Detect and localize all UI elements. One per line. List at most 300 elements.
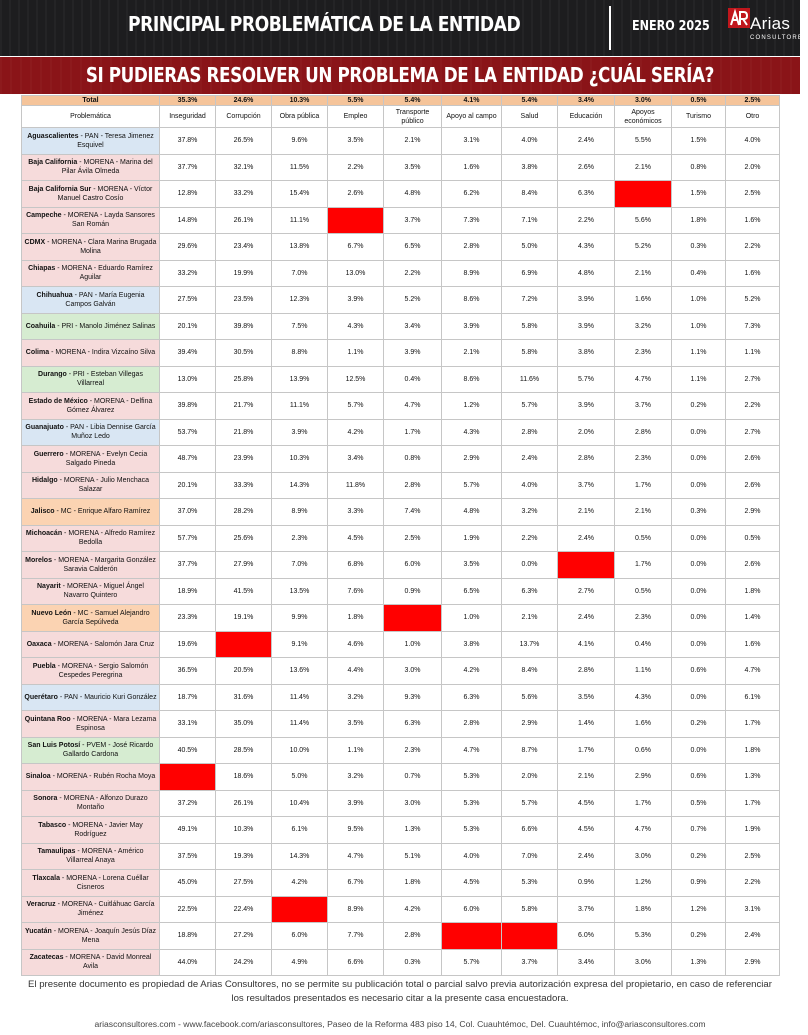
value-cell: 2.5% xyxy=(384,525,442,552)
total-value: 0.5% xyxy=(672,96,726,106)
value-cell: 22.5% xyxy=(160,896,216,923)
value-cell: 1.3% xyxy=(384,817,442,844)
value-cell: 3.2% xyxy=(615,313,672,340)
value-cell: 5.8% xyxy=(502,896,558,923)
value-cell: 9.6% xyxy=(272,128,328,155)
value-cell: 3.4% xyxy=(384,313,442,340)
value-cell: 9.4% xyxy=(442,923,502,950)
governor-party: - PRI - Manolo Jiménez Salinas xyxy=(55,322,156,330)
state-name: Tabasco xyxy=(38,821,67,829)
value-cell: 11.1% xyxy=(272,393,328,420)
column-header: Problemática xyxy=(22,106,160,128)
value-cell: 2.1% xyxy=(558,764,615,791)
table-row xyxy=(22,260,780,287)
value-cell: 5.3% xyxy=(502,870,558,897)
state-name: Jalisco xyxy=(30,508,55,516)
value-cell: 4.7% xyxy=(328,843,384,870)
state-cell xyxy=(22,207,160,234)
value-cell: 1.8% xyxy=(384,870,442,897)
state-cell xyxy=(22,472,160,499)
value-cell: 4.0% xyxy=(502,472,558,499)
value-cell: 13.5% xyxy=(272,578,328,605)
value-cell: 5.1% xyxy=(384,843,442,870)
value-cell: 27.5% xyxy=(216,870,272,897)
value-cell: 0.3% xyxy=(672,234,726,261)
state-cell xyxy=(22,154,160,181)
value-cell: 1.6% xyxy=(615,711,672,738)
value-cell: 3.8% xyxy=(558,340,615,367)
value-cell: 1.2% xyxy=(672,896,726,923)
logo-name: Arias xyxy=(750,14,791,33)
total-value: 3.0% xyxy=(615,96,672,106)
value-cell: 0.5% xyxy=(726,525,780,552)
value-cell: 1.7% xyxy=(726,711,780,738)
value-cell: 6.2% xyxy=(442,181,502,208)
value-cell: 3.8% xyxy=(442,631,502,658)
column-header: Turismo xyxy=(672,106,726,128)
governor-party: - PRI - Esteban Villegas Villarreal xyxy=(66,371,143,388)
table-row xyxy=(22,949,780,976)
value-cell: 3.0% xyxy=(615,949,672,976)
value-cell: 2.6% xyxy=(726,472,780,499)
value-cell: 8.4% xyxy=(502,181,558,208)
value-cell: 5.7% xyxy=(328,393,384,420)
governor-party: - MORENA - Alfonzo Durazo Montaño xyxy=(57,795,148,812)
value-cell: 5.6% xyxy=(502,684,558,711)
page-title: PRINCIPAL PROBLEMÁTICA DE LA ENTIDAD xyxy=(128,12,521,36)
table-row xyxy=(22,684,780,711)
value-cell: 3.9% xyxy=(384,340,442,367)
value-cell: 4.0% xyxy=(502,128,558,155)
value-cell: 0.4% xyxy=(615,631,672,658)
value-cell: 4.4% xyxy=(328,658,384,685)
value-cell: 4.5% xyxy=(558,790,615,817)
governor-party: - MORENA - Mara Lezama Espinosa xyxy=(70,715,157,732)
value-cell: 26.5% xyxy=(216,128,272,155)
value-cell: 1.6% xyxy=(615,287,672,314)
value-cell: 2.0% xyxy=(558,419,615,446)
governor-party: - PVEM - José Ricardo Gallardo Cardona xyxy=(62,742,154,759)
value-cell: 23.3% xyxy=(160,605,216,632)
state-name: Campeche xyxy=(26,212,62,220)
column-header: Corrupción xyxy=(216,106,272,128)
governor-party: - MORENA - Indira Vizcaíno Silva xyxy=(49,349,156,357)
value-cell: 6.3% xyxy=(384,711,442,738)
value-cell: 5.8% xyxy=(502,340,558,367)
governor-party: - MORENA - Joaquín Jesús Díaz Mena xyxy=(51,927,157,944)
total-value: 2.5% xyxy=(726,96,780,106)
value-cell: 1.7% xyxy=(384,419,442,446)
table-row xyxy=(22,870,780,897)
total-value: 5.4% xyxy=(502,96,558,106)
value-cell: 27.2% xyxy=(216,923,272,950)
value-cell: 11.1% xyxy=(272,207,328,234)
value-cell: 1.8% xyxy=(726,578,780,605)
value-cell: 0.0% xyxy=(672,737,726,764)
table-row xyxy=(22,366,780,393)
logo-subtitle: CONSULTORES xyxy=(750,35,808,41)
value-cell: 0.3% xyxy=(672,499,726,526)
value-cell: 26.1% xyxy=(216,790,272,817)
column-header: Apoyos económicos xyxy=(615,106,672,128)
value-cell: 14.3% xyxy=(272,843,328,870)
value-cell: 5.5% xyxy=(615,128,672,155)
value-cell: 2.9% xyxy=(726,499,780,526)
value-cell: 3.0% xyxy=(384,790,442,817)
value-cell: 33.2% xyxy=(160,260,216,287)
value-cell: 26.1% xyxy=(216,207,272,234)
table-row xyxy=(22,790,780,817)
value-cell: 0.5% xyxy=(615,578,672,605)
value-cell: 2.2% xyxy=(726,234,780,261)
value-cell: 13.7% xyxy=(502,631,558,658)
state-cell xyxy=(22,737,160,764)
governor-party: - MORENA - Rubén Rocha Moya xyxy=(50,773,156,781)
state-name: Morelos xyxy=(25,556,52,564)
governor-party: - MORENA - Marina del Pilar Ávila Olmeda xyxy=(61,159,153,176)
state-name: Coahuila xyxy=(25,322,56,330)
value-cell: 12.5% xyxy=(328,366,384,393)
value-cell: 0.0% xyxy=(672,419,726,446)
state-name: Sinaloa xyxy=(25,773,51,781)
value-cell: 3.2% xyxy=(328,684,384,711)
value-cell: 8.7% xyxy=(502,737,558,764)
value-cell: 5.0% xyxy=(502,234,558,261)
value-cell: 25.6% xyxy=(216,525,272,552)
table-row xyxy=(22,313,780,340)
value-cell: 7.4% xyxy=(384,499,442,526)
state-cell xyxy=(22,181,160,208)
state-cell xyxy=(22,366,160,393)
value-cell: 2.2% xyxy=(502,525,558,552)
value-cell: 2.4% xyxy=(558,843,615,870)
value-cell: 2.1% xyxy=(615,499,672,526)
value-cell: 36.5% xyxy=(160,658,216,685)
table-row xyxy=(22,207,780,234)
value-cell: 20.5% xyxy=(272,896,328,923)
value-cell: 3.8% xyxy=(502,154,558,181)
value-cell: 3.9% xyxy=(328,287,384,314)
total-row xyxy=(22,96,780,106)
value-cell: 4.2% xyxy=(272,870,328,897)
value-cell: 10.3% xyxy=(272,446,328,473)
value-cell: 30.5% xyxy=(216,340,272,367)
state-cell xyxy=(22,843,160,870)
table-row xyxy=(22,764,780,791)
state-name: Veracruz xyxy=(26,901,56,909)
total-value: 10.3% xyxy=(272,96,328,106)
state-name: Hidalgo xyxy=(31,477,58,485)
value-cell: 35.0% xyxy=(216,711,272,738)
value-cell: 5.3% xyxy=(442,817,502,844)
column-header: Educación xyxy=(558,106,615,128)
value-cell: 9.3% xyxy=(384,684,442,711)
value-cell: 39.8% xyxy=(216,313,272,340)
value-cell: 1.6% xyxy=(726,207,780,234)
value-cell: 1.1% xyxy=(672,366,726,393)
value-cell: 21.8% xyxy=(216,419,272,446)
state-name: Nayarit xyxy=(37,583,61,591)
value-cell: 2.7% xyxy=(726,366,780,393)
governor-party: - MORENA - Julio Menchaca Salazar xyxy=(57,477,150,494)
value-cell: 7.1% xyxy=(502,207,558,234)
value-cell: 6.1% xyxy=(726,684,780,711)
value-cell: 4.3% xyxy=(328,313,384,340)
value-cell: 0.0% xyxy=(672,605,726,632)
state-name: Querétaro xyxy=(24,693,58,701)
value-cell: 8.9% xyxy=(328,896,384,923)
value-cell: 3.3% xyxy=(328,499,384,526)
state-cell xyxy=(22,552,160,579)
value-cell: 1.8% xyxy=(615,896,672,923)
value-cell: 0.0% xyxy=(672,631,726,658)
value-cell: 1.1% xyxy=(615,658,672,685)
total-value: 24.6% xyxy=(216,96,272,106)
value-cell: 18.8% xyxy=(160,923,216,950)
value-cell: 1.7% xyxy=(615,552,672,579)
value-cell: 1.0% xyxy=(672,287,726,314)
value-cell: 6.5% xyxy=(384,234,442,261)
value-cell: 1.5% xyxy=(672,181,726,208)
value-cell: 10.0% xyxy=(272,737,328,764)
value-cell: 2.3% xyxy=(615,340,672,367)
value-cell: 2.8% xyxy=(558,658,615,685)
value-cell: 48.7% xyxy=(160,446,216,473)
value-cell: 58.4% xyxy=(160,764,216,791)
value-cell: 8.9% xyxy=(442,260,502,287)
value-cell: 2.5% xyxy=(726,843,780,870)
state-cell xyxy=(22,393,160,420)
value-cell: 25.8% xyxy=(216,366,272,393)
governor-party: - MORENA - Javier May Rodríguez xyxy=(66,821,143,838)
value-cell: 4.8% xyxy=(558,260,615,287)
value-cell: 5.7% xyxy=(502,790,558,817)
table-row xyxy=(22,896,780,923)
value-cell: 3.9% xyxy=(558,287,615,314)
state-name: San Luis Potosí xyxy=(27,742,81,750)
value-cell: 6.0% xyxy=(272,923,328,950)
value-cell: 6.0% xyxy=(558,923,615,950)
governor-party: - MORENA - Clara Marina Brugada Molina xyxy=(45,238,157,255)
arias-logo-icon xyxy=(728,8,750,28)
table-row xyxy=(22,525,780,552)
state-name: Oaxaca xyxy=(26,640,52,648)
value-cell: 23.9% xyxy=(216,446,272,473)
state-cell xyxy=(22,340,160,367)
governor-party: - MORENA - Layda Sansores San Román xyxy=(61,212,155,229)
results-table xyxy=(21,95,780,976)
state-cell xyxy=(22,313,160,340)
value-cell: 5.2% xyxy=(726,287,780,314)
state-cell xyxy=(22,234,160,261)
value-cell: 4.3% xyxy=(442,419,502,446)
value-cell: 8.6% xyxy=(442,366,502,393)
value-cell: 1.9% xyxy=(726,817,780,844)
value-cell: 18.6% xyxy=(216,764,272,791)
value-cell: 4.2% xyxy=(442,658,502,685)
value-cell: 6.2% xyxy=(615,181,672,208)
value-cell: 9.5% xyxy=(328,817,384,844)
value-cell: 0.0% xyxy=(672,578,726,605)
value-cell: 21.7% xyxy=(216,393,272,420)
value-cell: 1.1% xyxy=(672,340,726,367)
brand-logo xyxy=(728,8,808,48)
value-cell: 40.5% xyxy=(160,737,216,764)
value-cell: 5.7% xyxy=(558,366,615,393)
value-cell: 1.7% xyxy=(558,737,615,764)
state-name: Sonora xyxy=(33,795,58,803)
value-cell: 49.1% xyxy=(160,817,216,844)
value-cell: 6.3% xyxy=(442,684,502,711)
value-cell: 9.1% xyxy=(272,631,328,658)
governor-party: - MORENA - Cuitláhuac García Jiménez xyxy=(55,901,155,918)
value-cell: 3.7% xyxy=(558,896,615,923)
state-cell xyxy=(22,287,160,314)
value-cell: 7.2% xyxy=(502,287,558,314)
value-cell: 2.2% xyxy=(558,207,615,234)
value-cell: 3.9% xyxy=(442,313,502,340)
table-row xyxy=(22,181,780,208)
value-cell: 37.0% xyxy=(160,499,216,526)
value-cell: 1.8% xyxy=(672,207,726,234)
governor-party: - MC - Enrique Alfaro Ramírez xyxy=(54,508,151,516)
governor-party: - MORENA - Salomón Jara Cruz xyxy=(51,640,155,648)
value-cell: 2.1% xyxy=(442,340,502,367)
value-cell: 6.7% xyxy=(558,552,615,579)
value-cell: 28.2% xyxy=(216,499,272,526)
value-cell: 14.3% xyxy=(272,472,328,499)
state-name: Zacatecas xyxy=(29,954,64,962)
value-cell: 5.3% xyxy=(615,923,672,950)
value-cell: 45.0% xyxy=(160,870,216,897)
table-body xyxy=(22,96,780,976)
value-cell: 39.4% xyxy=(160,340,216,367)
state-cell xyxy=(22,605,160,632)
value-cell: 4.0% xyxy=(442,843,502,870)
value-cell: 18.7% xyxy=(160,684,216,711)
column-header: Inseguridad xyxy=(160,106,216,128)
value-cell: 13.0% xyxy=(160,366,216,393)
value-cell: 6.0% xyxy=(442,896,502,923)
state-name: Guanajuato xyxy=(25,424,64,432)
state-cell xyxy=(22,631,160,658)
state-cell xyxy=(22,817,160,844)
state-cell xyxy=(22,870,160,897)
value-cell: 23.4% xyxy=(216,234,272,261)
value-cell: 0.8% xyxy=(672,154,726,181)
value-cell: 8.9% xyxy=(272,499,328,526)
value-cell: 31.6% xyxy=(216,684,272,711)
value-cell: 2.1% xyxy=(384,128,442,155)
value-cell: 6.3% xyxy=(558,181,615,208)
value-cell: 3.9% xyxy=(328,790,384,817)
table-row xyxy=(22,128,780,155)
value-cell: 23.5% xyxy=(216,287,272,314)
governor-party: - MORENA - Víctor Manuel Castro Cosío xyxy=(57,185,153,202)
value-cell: 7.0% xyxy=(502,843,558,870)
value-cell: 1.2% xyxy=(615,870,672,897)
table-row xyxy=(22,578,780,605)
value-cell: 10.3% xyxy=(216,817,272,844)
table-row xyxy=(22,631,780,658)
value-cell: 2.8% xyxy=(558,446,615,473)
value-cell: 16.7% xyxy=(384,605,442,632)
state-name: Guerrero xyxy=(33,450,64,458)
value-cell: 3.5% xyxy=(384,154,442,181)
state-cell xyxy=(22,896,160,923)
value-cell: 4.7% xyxy=(615,366,672,393)
value-cell: 2.0% xyxy=(502,764,558,791)
value-cell: 3.2% xyxy=(502,499,558,526)
value-cell: 2.2% xyxy=(384,260,442,287)
value-cell: 27.5% xyxy=(160,287,216,314)
value-cell: 1.9% xyxy=(442,525,502,552)
value-cell: 37.2% xyxy=(160,790,216,817)
value-cell: 11.4% xyxy=(272,684,328,711)
value-cell: 6.6% xyxy=(502,817,558,844)
value-cell: 4.3% xyxy=(615,684,672,711)
table-row xyxy=(22,658,780,685)
value-cell: 7.7% xyxy=(328,923,384,950)
governor-party: - MORENA - Américo Villarreal Anaya xyxy=(66,848,144,865)
value-cell: 2.8% xyxy=(384,923,442,950)
state-cell xyxy=(22,260,160,287)
value-cell: 3.5% xyxy=(328,711,384,738)
value-cell: 6.9% xyxy=(502,260,558,287)
state-cell xyxy=(22,446,160,473)
value-cell: 1.6% xyxy=(442,154,502,181)
value-cell: 1.3% xyxy=(726,764,780,791)
value-cell: 4.1% xyxy=(558,631,615,658)
value-cell: 5.0% xyxy=(272,764,328,791)
governor-party: - PAN - Teresa Jimenez Esquivel xyxy=(77,132,154,149)
value-cell: 0.2% xyxy=(672,393,726,420)
value-cell: 0.0% xyxy=(672,472,726,499)
value-cell: 0.0% xyxy=(502,552,558,579)
state-name: Baja California Sur xyxy=(28,185,92,193)
value-cell: 4.7% xyxy=(384,393,442,420)
value-cell: 2.3% xyxy=(615,446,672,473)
value-cell: 0.5% xyxy=(672,790,726,817)
value-cell: 8.4% xyxy=(502,658,558,685)
state-name: Puebla xyxy=(32,662,56,670)
value-cell: 4.9% xyxy=(272,949,328,976)
state-cell xyxy=(22,578,160,605)
value-cell: 5.3% xyxy=(442,790,502,817)
value-cell: 3.7% xyxy=(502,949,558,976)
value-cell: 19.1% xyxy=(216,605,272,632)
value-cell: 2.9% xyxy=(726,949,780,976)
value-cell: 3.4% xyxy=(558,949,615,976)
total-value: 35.3% xyxy=(160,96,216,106)
value-cell: 6.0% xyxy=(384,552,442,579)
state-cell xyxy=(22,525,160,552)
value-cell: 0.6% xyxy=(672,658,726,685)
state-cell xyxy=(22,949,160,976)
state-name: Yucatán xyxy=(24,927,52,935)
value-cell: 0.0% xyxy=(672,525,726,552)
value-cell: 1.6% xyxy=(726,631,780,658)
value-cell: 13.0% xyxy=(328,260,384,287)
value-cell: 2.8% xyxy=(442,234,502,261)
value-cell: 11.6% xyxy=(502,366,558,393)
value-cell: 9.9% xyxy=(272,605,328,632)
value-cell: 24.2% xyxy=(216,949,272,976)
value-cell: 4.8% xyxy=(384,181,442,208)
value-cell: 6.7% xyxy=(328,870,384,897)
value-cell: 27.9% xyxy=(216,552,272,579)
value-cell: 3.5% xyxy=(558,684,615,711)
